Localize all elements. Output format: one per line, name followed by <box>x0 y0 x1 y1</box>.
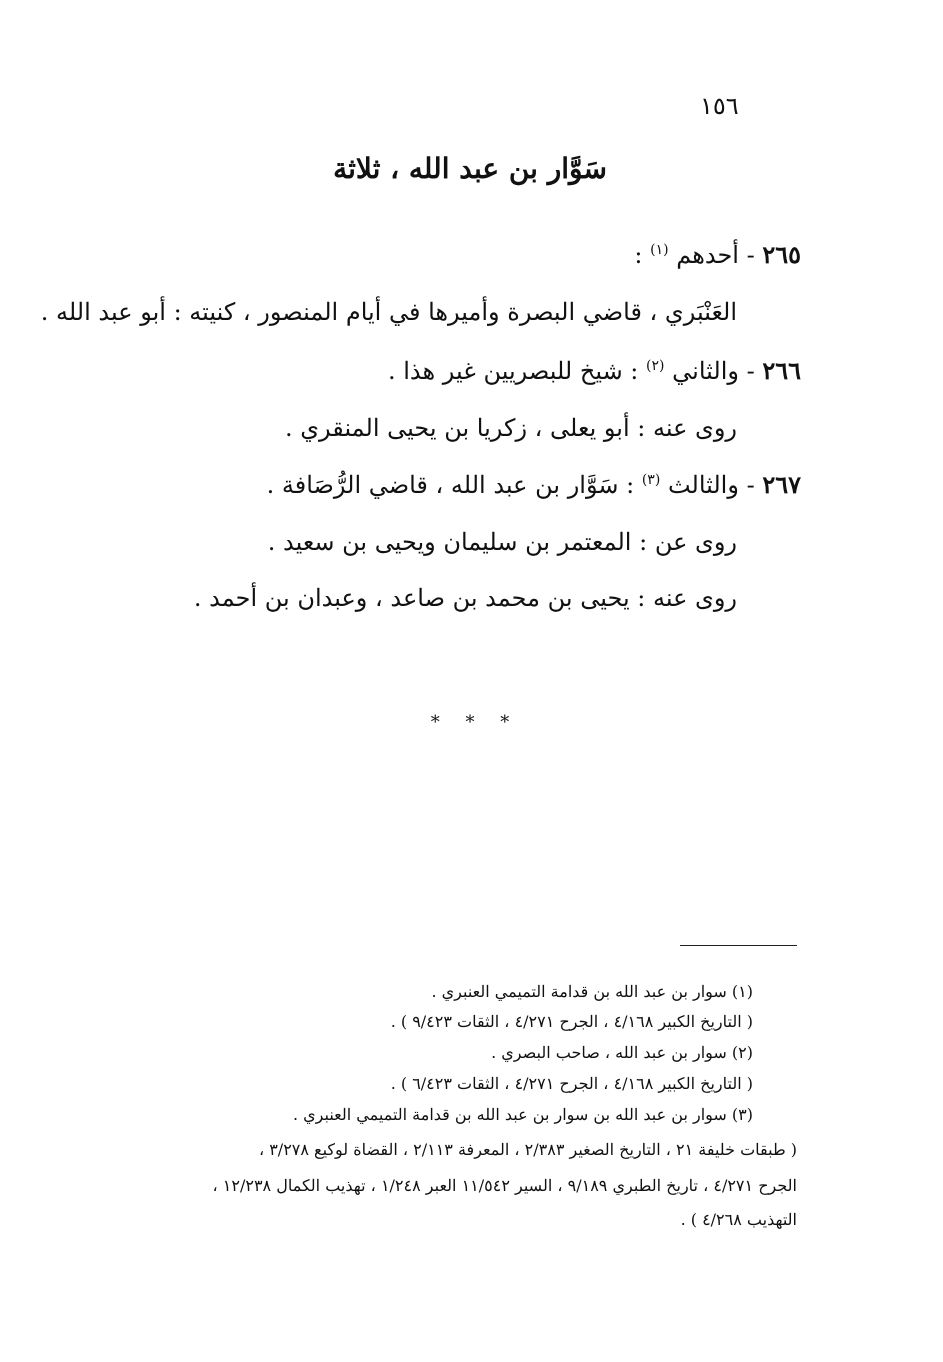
entry-heading-text: - أحدهم <box>676 241 755 269</box>
entry-number: ٢٦٧ <box>762 470 801 499</box>
entry-heading-text: - والثاني <box>672 357 755 385</box>
footnote-line: ( طبقات خليفة ٢١ ، التاريخ الصغير ٢/٣٨٣ ، المعرفة ٢/١١٣ ، القضاة لوكيع ٣/٢٧٨ ، <box>258 1140 797 1159</box>
entry-text: روى عن : المعتمر بن سليمان ويحيى بن سعيد . <box>267 528 737 556</box>
footnote-line: الجرح ٤/٢٧١ ، تاريخ الطبري ٩/١٨٩ ، السير ١١/٥٤٢ العبر ١/٢٤٨ ، تهذيب الكمال ١٢/٢٣٨ ، <box>212 1176 797 1195</box>
entry-heading-265 <box>634 240 801 269</box>
entry-heading-267 <box>267 470 801 499</box>
footnote-ref: (١) <box>650 242 669 258</box>
entry-heading-tail: : شيخ للبصريين غير هذا . <box>387 357 639 385</box>
entry-heading-tail: : سَوَّار بن عبد الله ، قاضي الرُّصَافة . <box>266 471 635 499</box>
footnote-line: (٣) سوار بن عبد الله بن سوار بن عبد الله بن قدامة التميمي العنبري . <box>292 1105 753 1124</box>
entry-heading-266 <box>388 356 801 385</box>
entry-text: روى عنه : أبو يعلى ، زكريا بن يحيى المنقري . <box>285 414 737 442</box>
entry-heading-text: - والثالث <box>667 471 755 499</box>
entry-number: ٢٦٦ <box>762 356 801 385</box>
section-separator: * * * <box>430 712 520 733</box>
footnote-divider <box>680 945 797 946</box>
footnote-line: ( التاريخ الكبير ٤/١٦٨ ، الجرح ٤/٢٧١ ، الثقات ٩/٤٢٣ ) . <box>390 1012 753 1031</box>
footnote-ref: (٣) <box>641 472 661 488</box>
footnote-ref: (٢) <box>646 358 665 374</box>
footnote-line: (١) سوار بن عبد الله بن قدامة التميمي العنبري . <box>431 982 753 1001</box>
page-title: سَوَّار بن عبد الله ، ثلاثة <box>333 152 607 185</box>
entry-heading-tail: : <box>634 241 643 269</box>
entry-number: ٢٦٥ <box>762 240 801 269</box>
page-number: ١٥٦ <box>700 92 739 120</box>
footnote-line: (٢) سوار بن عبد الله ، صاحب البصري . <box>491 1043 753 1062</box>
footnote-line: ( التاريخ الكبير ٤/١٦٨ ، الجرح ٤/٢٧١ ، الثقات ٦/٤٢٣ ) . <box>390 1074 753 1093</box>
entry-text: العَنْبَري ، قاضي البصرة وأميرها في أيام المنصور ، كنيته : أبو عبد الله . <box>40 298 737 326</box>
footnote-line: التهذيب ٤/٢٦٨ ) . <box>680 1210 797 1229</box>
entry-text: روى عنه : يحيى بن محمد بن صاعد ، وعبدان بن أحمد . <box>193 584 737 612</box>
